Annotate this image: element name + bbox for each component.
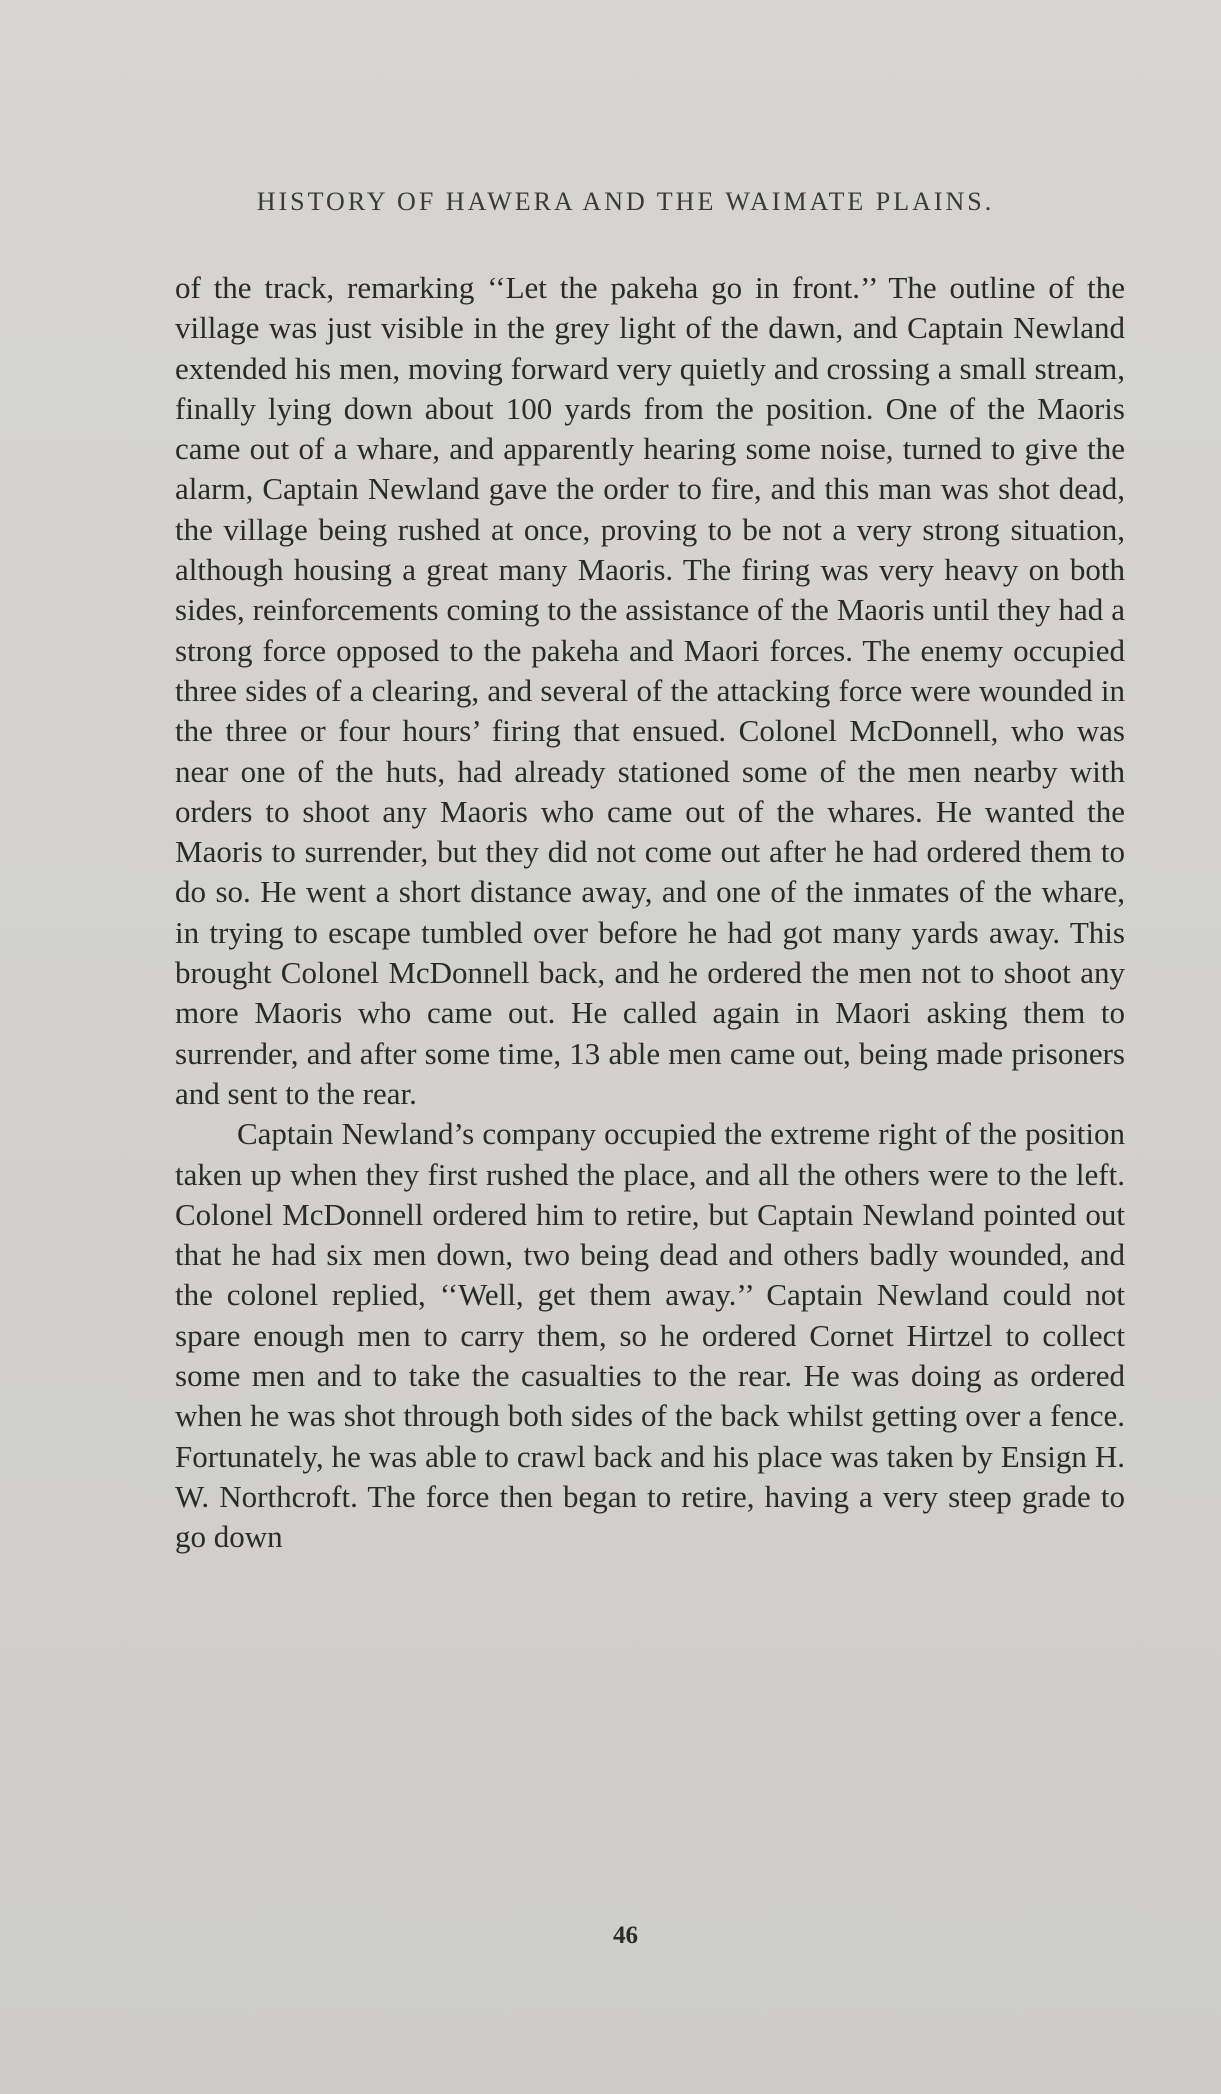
- running-title: HISTORY OF HAWERA AND THE WAIMATE PLAINS.: [256, 187, 995, 216]
- body-text: [175, 268, 1125, 1558]
- paragraph-continued: of the track, remarking ‘‘Let the pakeha go in front.’’ The outline of the village was just visible in the grey light of the dawn, and Captain Newland extended his men, moving forward very quietly and crossing a small stream, finally lying down about 100 yards from the position. One of the Maoris came out of a whare, and apparently hearing some noise, turned to give the alarm, Captain Newland gave the order to fire, and this man was shot dead, the village being rushed at once, proving to be not a very strong situation, although housing a great many Maoris. The firing was very heavy on both sides, reinforcements coming to the assistance of the Maoris until they had a strong force opposed to the pakeha and Maori forces. The enemy occupied three sides of a clearing, and several of the attacking force were wounded in the three or four hours’ firing that ensued. Colonel McDonnell, who was near one of the huts, had already stationed some of the men nearby with orders to shoot any Maoris who came out of the whares. He wanted the Maoris to surrender, but they did not come out after he had ordered them to do so. He went a short distance away, and one of the inmates of the whare, in trying to escape tumbled over before he had got many yards away. This brought Colonel McDonnell back, and he ordered the men not to shoot any more Maoris who came out. He called again in Maori asking them to surrender, and after some time, 13 able men came out, being made prisoners and sent to the rear.: [175, 270, 1125, 1111]
- page-number: 46: [613, 1922, 638, 1949]
- paragraph: Captain Newland’s company occupied the extreme right of the position taken up when they first rushed the place, and all the others were to the left. Colonel McDonnell ordered him to retire, but Captain Newland pointed out that he had six men down, two being dead and others badly wounded, and the colonel replied, ‘‘Well, get them away.’’ Captain Newland could not spare enough men to carry them, so he ordered Cornet Hirtzel to collect some men and to take the casualties to the rear. He was doing as ordered when he was shot through both sides of the back whilst getting over a fence. Fortunately, he was able to crawl back and his place was taken by Ensign H. W. Northcroft. The force then began to retire, having a very steep grade to go down: [175, 1116, 1125, 1555]
